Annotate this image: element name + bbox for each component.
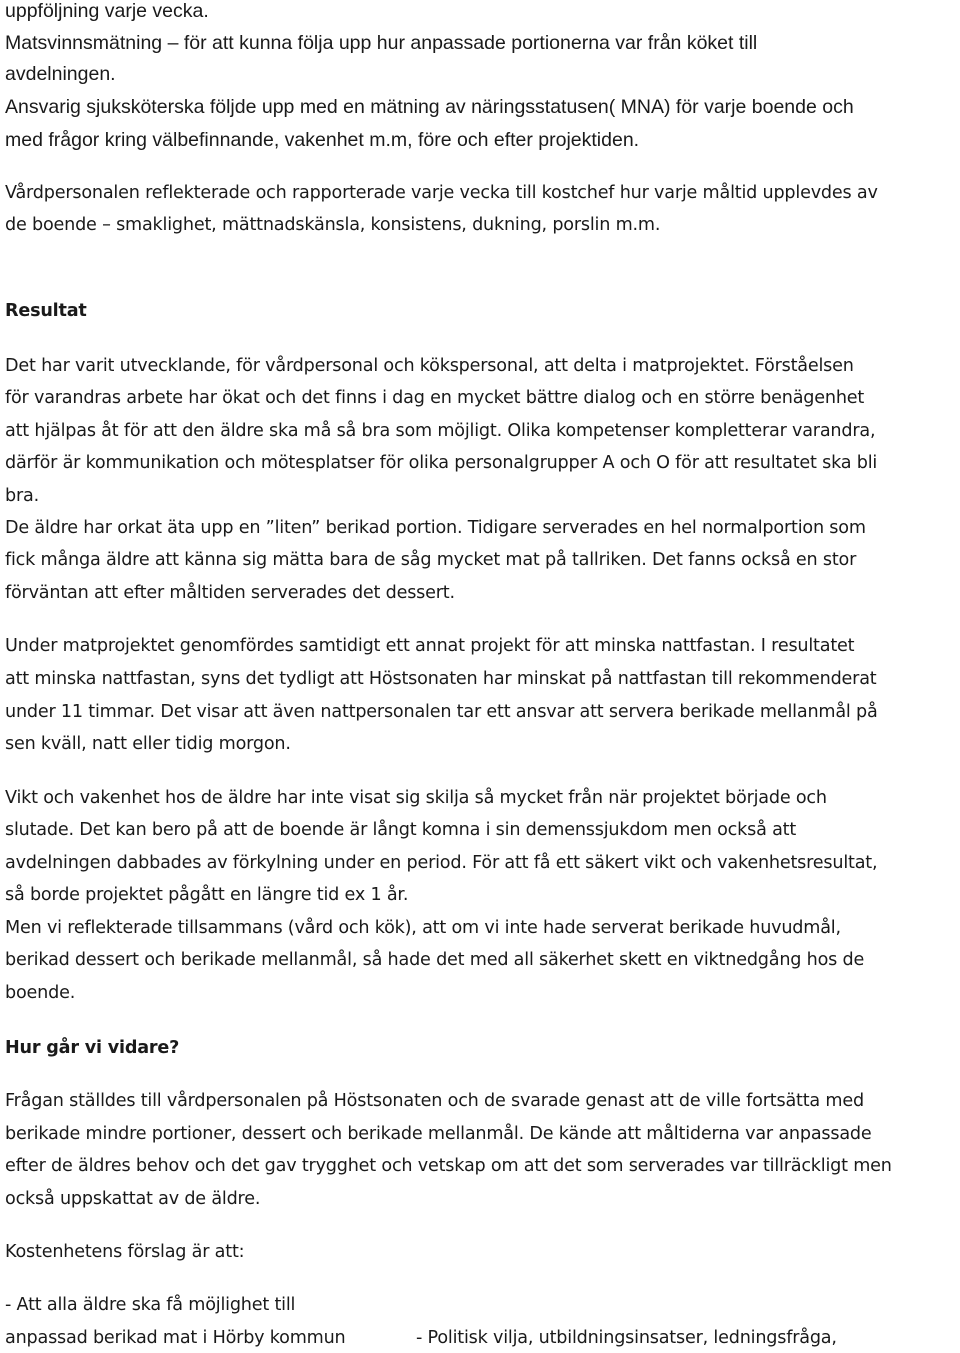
section-heading-resultat: Resultat: [5, 301, 87, 321]
text-line: Ansvarig sjuksköterska följde upp med en mätning av näringsstatusen( MNA) för varje boende och: [5, 96, 854, 118]
text-line: avdelningen dabbades av förkylning under en period. För att få ett säkert vikt och vakenhetsresultat,: [5, 853, 878, 873]
text-line: Under matprojektet genomfördes samtidigt ett annat projekt för att minska nattfastan. I resultatet: [5, 636, 855, 656]
text-line: de boende – smaklighet, mättnadskänsla, konsistens, dukning, porslin m.m.: [5, 215, 661, 235]
text-line: Matsvinnsmätning – för att kunna följa upp hur anpassade portionerna var från köket till: [5, 32, 758, 54]
list-item: - Att alla äldre ska få möjlighet till: [5, 1295, 296, 1315]
text-line: De äldre har orkat äta upp en ”liten” berikad portion. Tidigare serverades en hel normalportion som: [5, 518, 866, 538]
text-line: förväntan att efter måltiden serverades det dessert.: [5, 583, 455, 603]
text-line: Kostenhetens förslag är att:: [5, 1242, 245, 1262]
text-line: efter de äldres behov och det gav trygghet och vetskap om att det som serverades var tillräckligt men: [5, 1156, 892, 1176]
text-line: sen kväll, natt eller tidig morgon.: [5, 734, 291, 754]
text-line: att minska nattfastan, syns det tydligt att Höstsonaten har minskat på nattfastan till rekommenderat: [5, 669, 877, 689]
list-item: anpassad berikad mat i Hörby kommun: [5, 1328, 346, 1348]
text-line: att hjälpas åt för att den äldre ska må så bra som möjligt. Olika kompetenser kompletterar varandra,: [5, 421, 876, 441]
text-line: därför är kommunikation och mötesplatser för olika personalgrupper A och O för att resultatet ska bli: [5, 453, 878, 473]
text-line: Det har varit utvecklande, för vårdpersonal och kökspersonal, att delta i matprojektet. Förståelsen: [5, 356, 854, 376]
list-item: - Politisk vilja, utbildningsinsatser, ledningsfråga,: [416, 1328, 837, 1348]
text-line: Vårdpersonalen reflekterade och rapporterade varje vecka till kostchef hur varje måltid upplevdes av: [5, 183, 878, 203]
text-line: berikad dessert och berikade mellanmål, så hade det med all säkerhet skett en viktnedgång hos de: [5, 950, 865, 970]
text-line: slutade. Det kan bero på att de boende är långt komna i sin demenssjukdom men också att: [5, 820, 797, 840]
text-line: boende.: [5, 983, 76, 1003]
text-line: uppföljning varje vecka.: [5, 0, 209, 22]
text-line: Vikt och vakenhet hos de äldre har inte visat sig skilja så mycket från när projektet började och: [5, 788, 827, 808]
text-line: avdelningen.: [5, 63, 116, 85]
text-line: med frågor kring välbefinnande, vakenhet m.m, före och efter projektiden.: [5, 129, 640, 151]
text-line: för varandras arbete har ökat och det finns i dag en mycket bättre dialog och en större benägenhet: [5, 388, 865, 408]
text-line: berikade mindre portioner, dessert och berikade mellanmål. De kände att måltiderna var anpassade: [5, 1124, 872, 1144]
text-line: Men vi reflekterade tillsammans (vård och kök), att om vi inte hade serverat berikade huvudmål,: [5, 918, 841, 938]
text-line: fick många äldre att känna sig mätta bara de såg mycket mat på tallriken. Det fanns också en stor: [5, 550, 857, 570]
text-line: under 11 timmar. Det visar att även nattpersonalen tar ett ansvar att servera berikade mellanmål på: [5, 702, 878, 722]
text-line: så borde projektet pågått en längre tid ex 1 år.: [5, 885, 409, 905]
text-line: Frågan ställdes till vårdpersonalen på Höstsonaten och de svarade genast att de ville fortsätta med: [5, 1091, 864, 1111]
text-line: bra.: [5, 486, 39, 506]
section-heading-hur-gar-vi-vidare: Hur går vi vidare?: [5, 1038, 180, 1058]
text-line: också uppskattat av de äldre.: [5, 1189, 261, 1209]
